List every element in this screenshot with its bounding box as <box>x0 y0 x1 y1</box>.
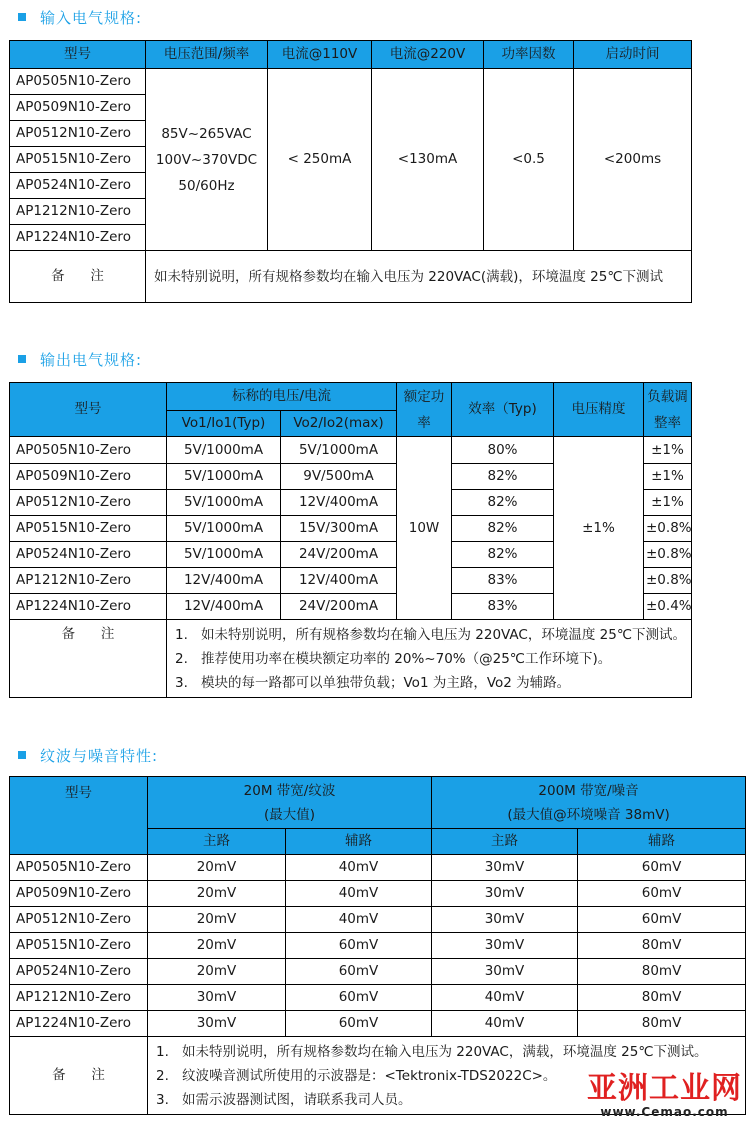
current-220-cell: <130mA <box>372 69 484 251</box>
table-row <box>10 1011 746 1037</box>
col-header-noise-main: 主路 <box>432 829 578 855</box>
col-header: 型号 <box>10 41 146 69</box>
accuracy-cell: ±1% <box>554 437 644 620</box>
model-cell: AP0512N10-Zero <box>10 490 167 516</box>
model-cell: AP0509N10-Zero <box>10 464 167 490</box>
ripple-aux-cell: 60mV <box>286 985 432 1011</box>
model-cell: AP0505N10-Zero <box>10 69 146 95</box>
note-label: 备 注 <box>10 620 167 698</box>
ripple-noise-heading <box>18 744 158 766</box>
model-cell: AP0515N10-Zero <box>10 147 146 173</box>
ripple-header-line2: (最大值) <box>263 806 316 823</box>
note-label: 备 注 <box>10 1037 148 1115</box>
note-number: 2. <box>175 650 188 667</box>
noise-header-line1: 200M 带宽/噪音 <box>538 782 639 799</box>
vo1-cell: 12V/400mA <box>167 568 281 594</box>
voltage-dc: 100V~370VDC <box>155 151 258 168</box>
ripple-aux-cell: 40mV <box>286 907 432 933</box>
col-header-ripple-aux: 辅路 <box>286 829 432 855</box>
ripple-aux-cell: 40mV <box>286 855 432 881</box>
col-header-model: 型号 <box>10 383 167 437</box>
ripple-main-cell: 30mV <box>148 1011 286 1037</box>
noise-main-cell: 30mV <box>432 855 578 881</box>
ripple-aux-cell: 40mV <box>286 881 432 907</box>
table-header-row <box>10 41 692 69</box>
vo2-cell: 5V/1000mA <box>281 437 397 464</box>
vo2-cell: 12V/400mA <box>281 490 397 516</box>
efficiency-cell: 82% <box>452 490 554 516</box>
watermark-url: www.Cemao.com <box>600 1105 729 1119</box>
table-row <box>10 933 746 959</box>
vo1-cell: 5V/1000mA <box>167 437 281 464</box>
vo2-cell: 15V/300mA <box>281 516 397 542</box>
ripple-main-cell: 30mV <box>148 985 286 1011</box>
section-bullet-icon <box>18 13 26 21</box>
col-header-model: 型号 <box>10 777 148 855</box>
ripple-main-cell: 20mV <box>148 933 286 959</box>
col-header-efficiency: 效率（Typ) <box>452 383 554 437</box>
noise-main-cell: 40mV <box>432 985 578 1011</box>
rated-power-cell: 10W <box>397 437 452 620</box>
noise-aux-cell: 80mV <box>578 959 746 985</box>
voltage-ac: 85V~265VAC <box>161 125 252 142</box>
col-header: 功率因数 <box>484 41 574 69</box>
model-cell: AP0512N10-Zero <box>10 907 148 933</box>
note-item <box>175 671 689 695</box>
col-header-noise <box>432 777 746 829</box>
vo2-cell: 9V/500mA <box>281 464 397 490</box>
note-text: 纹波噪音测试所使用的示波器是：<Tektronix-TDS2022C>。 <box>182 1067 557 1084</box>
table-row <box>10 959 746 985</box>
vo1-cell: 12V/400mA <box>167 594 281 620</box>
ripple-noise-title: 纹波与噪音特性: <box>40 746 159 765</box>
noise-main-cell: 30mV <box>432 933 578 959</box>
model-cell: AP0505N10-Zero <box>10 855 148 881</box>
ripple-noise-table <box>9 776 746 1115</box>
col-header-noise-aux: 辅路 <box>578 829 746 855</box>
ripple-aux-cell: 60mV <box>286 959 432 985</box>
note-item <box>156 1040 743 1064</box>
model-cell: AP1224N10-Zero <box>10 594 167 620</box>
notes-list <box>167 620 692 698</box>
col-header-vo1: Vo1/Io1(Typ) <box>167 411 281 437</box>
col-header-accuracy: 电压精度 <box>554 383 644 437</box>
noise-aux-cell: 80mV <box>578 985 746 1011</box>
efficiency-cell: 80% <box>452 437 554 464</box>
col-header-ripple <box>148 777 432 829</box>
col-header: 启动时间 <box>574 41 692 69</box>
table-header-row <box>10 383 692 411</box>
model-cell: AP0524N10-Zero <box>10 959 148 985</box>
col-header-load-reg: 负载调整率 <box>644 383 692 437</box>
note-text: 如未特别说明，所有规格参数均在输入电压为 220VAC，环境温度 25℃下测试。 <box>201 626 686 643</box>
table-row <box>10 907 746 933</box>
input-spec-table <box>9 40 692 303</box>
load-reg-cell: ±1% <box>644 490 692 516</box>
voltage-range-cell <box>146 69 268 251</box>
note-label: 备 注 <box>10 251 146 303</box>
noise-main-cell: 40mV <box>432 1011 578 1037</box>
note-number: 3. <box>156 1091 169 1108</box>
table-row <box>10 855 746 881</box>
model-cell: AP0509N10-Zero <box>10 95 146 121</box>
note-text: 如未特别说明，所有规格参数均在输入电压为 220VAC(满载)，环境温度 25℃下测试 <box>146 251 692 303</box>
note-item <box>175 623 689 647</box>
col-header-nominal: 标称的电压/电流 <box>167 383 397 411</box>
ripple-main-cell: 20mV <box>148 855 286 881</box>
table-row <box>10 985 746 1011</box>
input-spec-title: 输入电气规格: <box>40 8 143 27</box>
model-cell: AP0505N10-Zero <box>10 437 167 464</box>
output-spec-heading <box>18 348 142 370</box>
ripple-main-cell: 20mV <box>148 907 286 933</box>
efficiency-cell: 82% <box>452 464 554 490</box>
col-header: 电流@110V <box>268 41 372 69</box>
ripple-header-line1: 20M 带宽/纹波 <box>243 782 336 799</box>
note-text: 如需示波器测试图，请联系我司人员。 <box>182 1091 412 1108</box>
col-header: 电流@220V <box>372 41 484 69</box>
load-reg-cell: ±0.8% <box>644 542 692 568</box>
vo1-cell: 5V/1000mA <box>167 516 281 542</box>
frequency: 50/60Hz <box>178 177 235 194</box>
model-cell: AP1212N10-Zero <box>10 199 146 225</box>
efficiency-cell: 83% <box>452 568 554 594</box>
note-number: 1. <box>156 1043 169 1060</box>
efficiency-cell: 82% <box>452 516 554 542</box>
noise-aux-cell: 80mV <box>578 1011 746 1037</box>
load-reg-cell: ±0.8% <box>644 568 692 594</box>
note-text: 模块的每一路都可以单独带负载；Vo1 为主路，Vo2 为辅路。 <box>201 674 571 691</box>
note-number: 3. <box>175 674 188 691</box>
efficiency-cell: 82% <box>452 542 554 568</box>
table-row <box>10 881 746 907</box>
model-cell: AP1212N10-Zero <box>10 985 148 1011</box>
table-header-row <box>10 777 746 829</box>
vo1-cell: 5V/1000mA <box>167 464 281 490</box>
note-number: 2. <box>156 1067 169 1084</box>
note-row <box>10 251 692 303</box>
input-spec-heading <box>18 6 142 28</box>
noise-aux-cell: 60mV <box>578 907 746 933</box>
vo1-cell: 5V/1000mA <box>167 542 281 568</box>
vo2-cell: 24V/200mA <box>281 542 397 568</box>
load-reg-cell: ±0.4% <box>644 594 692 620</box>
note-text: 如未特别说明，所有规格参数均在输入电压为 220VAC，满载，环境温度 25℃下测试。 <box>182 1043 708 1060</box>
model-cell: AP0515N10-Zero <box>10 933 148 959</box>
noise-main-cell: 30mV <box>432 881 578 907</box>
noise-aux-cell: 60mV <box>578 881 746 907</box>
vo1-cell: 5V/1000mA <box>167 490 281 516</box>
load-reg-cell: ±1% <box>644 464 692 490</box>
col-header-vo2: Vo2/Io2(max) <box>281 411 397 437</box>
noise-aux-cell: 80mV <box>578 933 746 959</box>
ripple-aux-cell: 60mV <box>286 1011 432 1037</box>
startup-time-cell: <200ms <box>574 69 692 251</box>
vo2-cell: 24V/200mA <box>281 594 397 620</box>
note-number: 1. <box>175 626 188 643</box>
output-spec-title: 输出电气规格: <box>40 350 143 369</box>
note-text: 推荐使用功率在模块额定功率的 20%~70%（@25℃工作环境下)。 <box>201 650 612 667</box>
load-reg-cell: ±0.8% <box>644 516 692 542</box>
current-110-cell: < 250mA <box>268 69 372 251</box>
model-cell: AP1212N10-Zero <box>10 568 167 594</box>
col-header-ripple-main: 主路 <box>148 829 286 855</box>
model-cell: AP1224N10-Zero <box>10 225 146 251</box>
model-cell: AP0524N10-Zero <box>10 542 167 568</box>
ripple-aux-cell: 60mV <box>286 933 432 959</box>
model-cell: AP0509N10-Zero <box>10 881 148 907</box>
efficiency-cell: 83% <box>452 594 554 620</box>
table-row <box>10 437 692 464</box>
note-item <box>175 647 689 671</box>
ripple-main-cell: 20mV <box>148 959 286 985</box>
model-cell: AP0524N10-Zero <box>10 173 146 199</box>
noise-main-cell: 30mV <box>432 959 578 985</box>
site-watermark <box>587 1073 742 1119</box>
watermark-logo-text: 亚洲工业网 <box>587 1071 742 1106</box>
noise-header-line2: (最大值@环境噪音 38mV) <box>507 806 670 823</box>
load-reg-cell: ±1% <box>644 437 692 464</box>
ripple-main-cell: 20mV <box>148 881 286 907</box>
model-cell: AP1224N10-Zero <box>10 1011 148 1037</box>
model-cell: AP0512N10-Zero <box>10 121 146 147</box>
vo2-cell: 12V/400mA <box>281 568 397 594</box>
note-row <box>10 620 692 698</box>
output-spec-table <box>9 382 692 698</box>
section-bullet-icon <box>18 751 26 759</box>
model-cell: AP0515N10-Zero <box>10 516 167 542</box>
col-header: 电压范围/频率 <box>146 41 268 69</box>
section-bullet-icon <box>18 355 26 363</box>
noise-aux-cell: 60mV <box>578 855 746 881</box>
table-row <box>10 69 692 95</box>
power-factor-cell: <0.5 <box>484 69 574 251</box>
noise-main-cell: 30mV <box>432 907 578 933</box>
col-header-rated: 额定功率 <box>397 383 452 437</box>
